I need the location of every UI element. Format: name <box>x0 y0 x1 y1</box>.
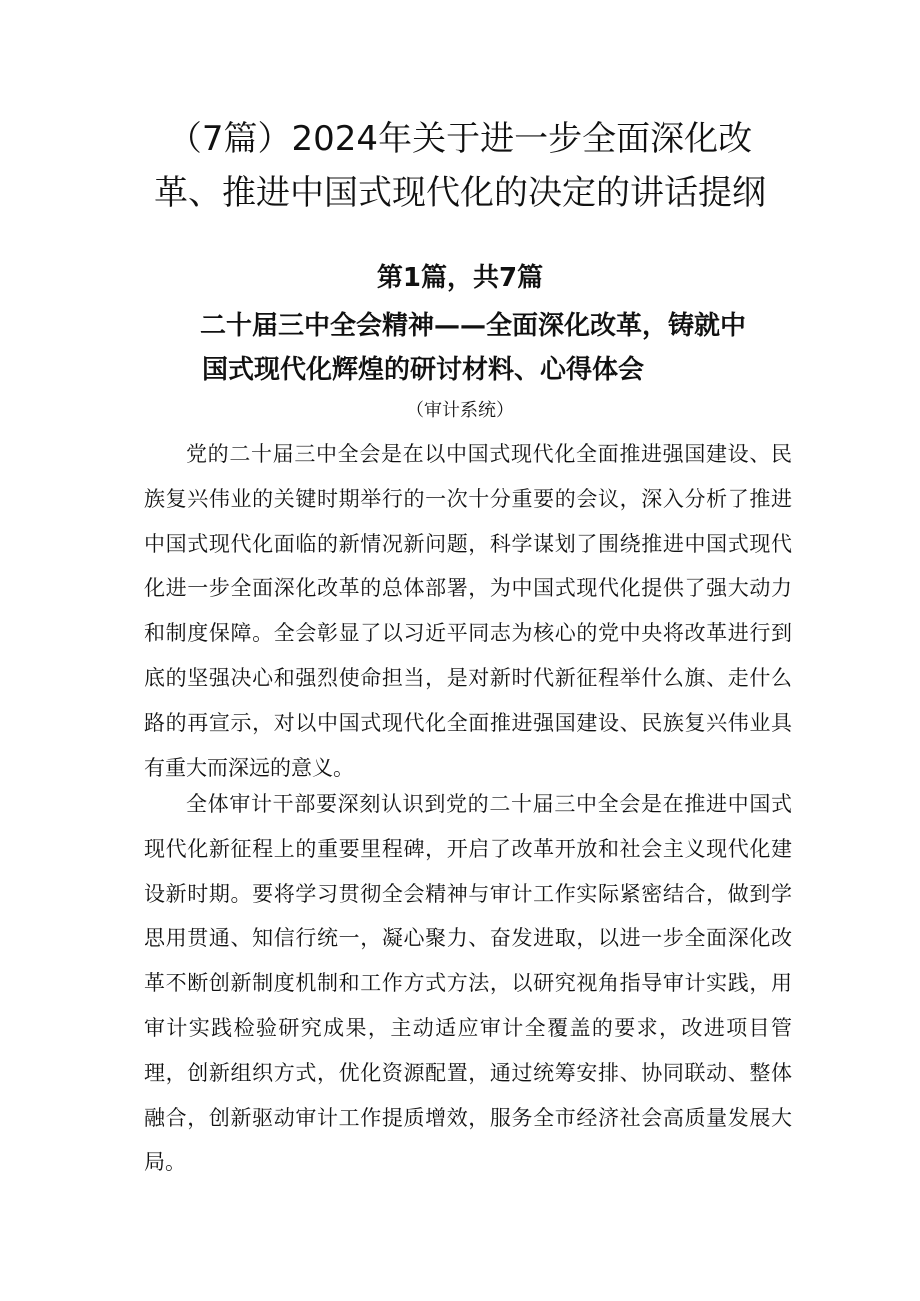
body-paragraph-1: 党的二十届三中全会是在以中国式现代化全面推进强国建设、民族复兴伟业的关键时期举行的一次十分重要的会议，深入分析了推进中国式现代化面临的新情况新问题，科学谋划了围绕推进中国式现代化进一步全面深化改革的总体部署，为中国式现代化提供了强大动力和制度保障。全会彰显了以习近平同志为核心的党中央将改革进行到底的坚强决心和强烈使命担当，是对新时代新征程举什么旗、走什么路的再宣示，对以中国式现代化全面推进强国建设、民族复兴伟业具有重大而深远的意义。 <box>144 442 792 780</box>
body-paragraph-2: 全体审计干部要深刻认识到党的二十届三中全会是在推进中国式现代化新征程上的重要里程碑，开启了改革开放和社会主义现代化建设新时期。要将学习贯彻全会精神与审计工作实际紧密结合，做到学思用贯通、知信行统一，凝心聚力、奋发进取，以进一步全面深化改革不断创新制度机制和工作方式方法，以研究视角指导审计实践，用审计实践检验研究成果，主动适应审计全覆盖的要求，改进项目管理，创新组织方式，优化资源配置，通过统筹安排、协同联动、整体融合，创新驱动审计工作提质增效，服务全市经济社会高质量发展大局。 <box>144 792 792 1175</box>
part-label: 第1篇，共7篇 <box>376 263 544 293</box>
article-subtitle-line-2: 国式现代化辉煌的研讨材料、心得体会 <box>202 355 645 385</box>
article-subtitle-line-1: 二十届三中全会精神——全面深化改革，铸就中 <box>200 311 747 341</box>
article-subtitle <box>200 304 780 392</box>
document-title-line-1: （7篇）2024年关于进一步全面深化改 <box>167 119 753 159</box>
document-title-line-2: 革、推进中国式现代化的决定的讲话提纲 <box>154 173 766 213</box>
author-unit: （审计系统） <box>406 400 514 421</box>
document-title <box>100 112 820 220</box>
